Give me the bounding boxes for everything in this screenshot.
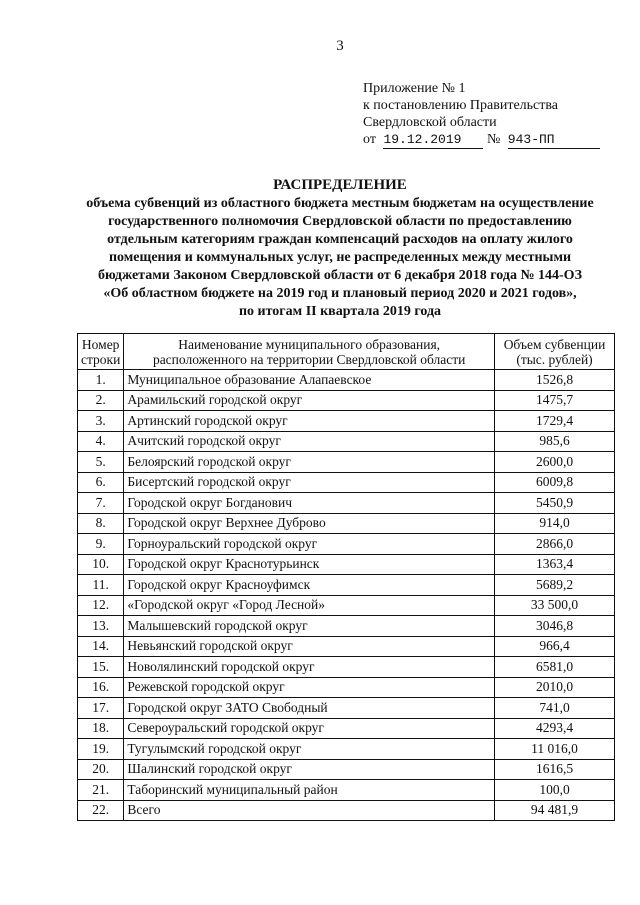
table-header-row: [78, 334, 615, 370]
table-row: [78, 698, 615, 719]
decree-number: 943-ПП: [508, 131, 600, 149]
row-number: 10.: [78, 554, 124, 575]
total-label: Всего: [124, 800, 495, 821]
table-row: [78, 513, 615, 534]
row-number: 8.: [78, 513, 124, 534]
subsidy-value: 1526,8: [495, 370, 615, 391]
subsidy-value: 2010,0: [495, 677, 615, 698]
header-num-line-2: строки: [81, 351, 121, 367]
from-label: от: [363, 132, 376, 147]
municipality-name: Режевской городской округ: [124, 677, 495, 698]
table-row: [78, 452, 615, 473]
subsidy-value: 5450,9: [495, 493, 615, 514]
municipality-name: Невьянский городской округ: [124, 636, 495, 657]
subsidy-value: 741,0: [495, 698, 615, 719]
municipality-name: Арамильский городской округ: [124, 390, 495, 411]
municipality-name: Муниципальное образование Алапаевское: [124, 370, 495, 391]
table-row: [78, 431, 615, 452]
row-number: 21.: [78, 780, 124, 801]
appendix-date-line: [363, 131, 600, 149]
row-number: 3.: [78, 411, 124, 432]
municipality-name: «Городской округ «Город Лесной»: [124, 595, 495, 616]
subsidy-value: 1616,5: [495, 759, 615, 780]
row-number: 18.: [78, 718, 124, 739]
header-subsidy-amount: [495, 334, 615, 370]
subsidy-value: 6009,8: [495, 472, 615, 493]
municipality-name: Городской округ Богданович: [124, 493, 495, 514]
municipality-name: Североуральский городской округ: [124, 718, 495, 739]
table-row: [78, 390, 615, 411]
table-row: [78, 595, 615, 616]
table-row: [78, 677, 615, 698]
subsidy-table: [77, 333, 615, 821]
table-row: [78, 636, 615, 657]
table-row: [78, 493, 615, 514]
row-number: 9.: [78, 534, 124, 555]
municipality-name: Шалинский городской округ: [124, 759, 495, 780]
municipality-name: Тугулымский городской округ: [124, 739, 495, 760]
municipality-name: Таборинский муниципальный район: [124, 780, 495, 801]
title-line: бюджетами Законом Свердловской области от 6 декабря 2018 года № 144-ОЗ: [98, 268, 582, 283]
title-line: отдельным категориям граждан компенсаций расходов на оплату жилого: [107, 232, 573, 247]
header-value-line-1: Объем субвенции: [503, 336, 606, 352]
total-value: 94 481,9: [495, 800, 615, 821]
header-municipality: [124, 334, 495, 370]
row-number: 2.: [78, 390, 124, 411]
table-row: [78, 718, 615, 739]
table-row: [78, 739, 615, 760]
table-row: [78, 657, 615, 678]
subsidy-value: 11 016,0: [495, 739, 615, 760]
row-number: 17.: [78, 698, 124, 719]
municipality-name: Городской округ Краснотурьинск: [124, 554, 495, 575]
header-name-line-2: расположенного на территории Свердловской области: [152, 351, 466, 367]
title-heading: РАСПРЕДЕЛЕНИЕ: [273, 177, 407, 193]
row-number: 16.: [78, 677, 124, 698]
header-num-line-1: Номер: [81, 336, 120, 352]
subsidy-value: 914,0: [495, 513, 615, 534]
header-row-number: [78, 334, 124, 370]
page-number: 3: [336, 38, 344, 54]
subsidy-value: 3046,8: [495, 616, 615, 637]
title-line: по итогам II квартала 2019 года: [238, 304, 442, 319]
row-number: 14.: [78, 636, 124, 657]
subsidy-value: 4293,4: [495, 718, 615, 739]
municipality-name: Городской округ Красноуфимск: [124, 575, 495, 596]
subsidy-value: 1475,7: [495, 390, 615, 411]
subsidy-value: 33 500,0: [495, 595, 615, 616]
row-number: 22.: [78, 800, 124, 821]
row-number: 11.: [78, 575, 124, 596]
table-row: [78, 370, 615, 391]
row-number: 4.: [78, 431, 124, 452]
title-line: помещения и коммунальных услуг, не распределенных между местными: [108, 250, 572, 265]
title-line: объема субвенций из областного бюджета местным бюджетам на осуществление: [86, 196, 594, 211]
municipality-name: Малышевский городской округ: [124, 616, 495, 637]
decree-date: 19.12.2019: [383, 131, 483, 149]
municipality-name: Городской округ Верхнее Дуброво: [124, 513, 495, 534]
title-line: «Об областном бюджете на 2019 год и плановый период 2020 и 2021 годов»,: [103, 286, 577, 301]
header-name-line-1: Наименование муниципального образования,: [178, 336, 441, 352]
number-label: №: [486, 132, 501, 147]
row-number: 20.: [78, 759, 124, 780]
subsidy-value: 2866,0: [495, 534, 615, 555]
subsidy-value: 1729,4: [495, 411, 615, 432]
appendix-line-3: Свердловской области: [363, 115, 497, 130]
row-number: 12.: [78, 595, 124, 616]
row-number: 19.: [78, 739, 124, 760]
subsidy-value: 966,4: [495, 636, 615, 657]
table-total-row: [78, 800, 615, 821]
table-row: [78, 472, 615, 493]
table-row: [78, 554, 615, 575]
table-row: [78, 616, 615, 637]
subsidy-value: 6581,0: [495, 657, 615, 678]
municipality-name: Горноуральский городской округ: [124, 534, 495, 555]
subsidy-value: 2600,0: [495, 452, 615, 473]
table-row: [78, 575, 615, 596]
appendix-line-1: Приложение № 1: [363, 81, 466, 96]
row-number: 15.: [78, 657, 124, 678]
subsidy-value: 985,6: [495, 431, 615, 452]
subsidy-value: 100,0: [495, 780, 615, 801]
row-number: 13.: [78, 616, 124, 637]
table-row: [78, 411, 615, 432]
table-row: [78, 780, 615, 801]
municipality-name: Артинский городской округ: [124, 411, 495, 432]
subsidy-value: 1363,4: [495, 554, 615, 575]
municipality-name: Городской округ ЗАТО Свободный: [124, 698, 495, 719]
table-row: [78, 759, 615, 780]
appendix-block: [363, 80, 600, 149]
document-title: [40, 176, 640, 321]
title-line: государственного полномочия Свердловской области по предоставлению: [108, 214, 572, 229]
row-number: 6.: [78, 472, 124, 493]
municipality-name: Новолялинский городской округ: [124, 657, 495, 678]
row-number: 7.: [78, 493, 124, 514]
municipality-name: Ачитский городской округ: [124, 431, 495, 452]
header-value-line-2: (тыс. рублей): [516, 351, 593, 367]
row-number: 5.: [78, 452, 124, 473]
subsidy-value: 5689,2: [495, 575, 615, 596]
table-row: [78, 534, 615, 555]
appendix-line-2: к постановлению Правительства: [363, 98, 559, 113]
municipality-name: Бисертский городской округ: [124, 472, 495, 493]
municipality-name: Белоярский городской округ: [124, 452, 495, 473]
row-number: 1.: [78, 370, 124, 391]
